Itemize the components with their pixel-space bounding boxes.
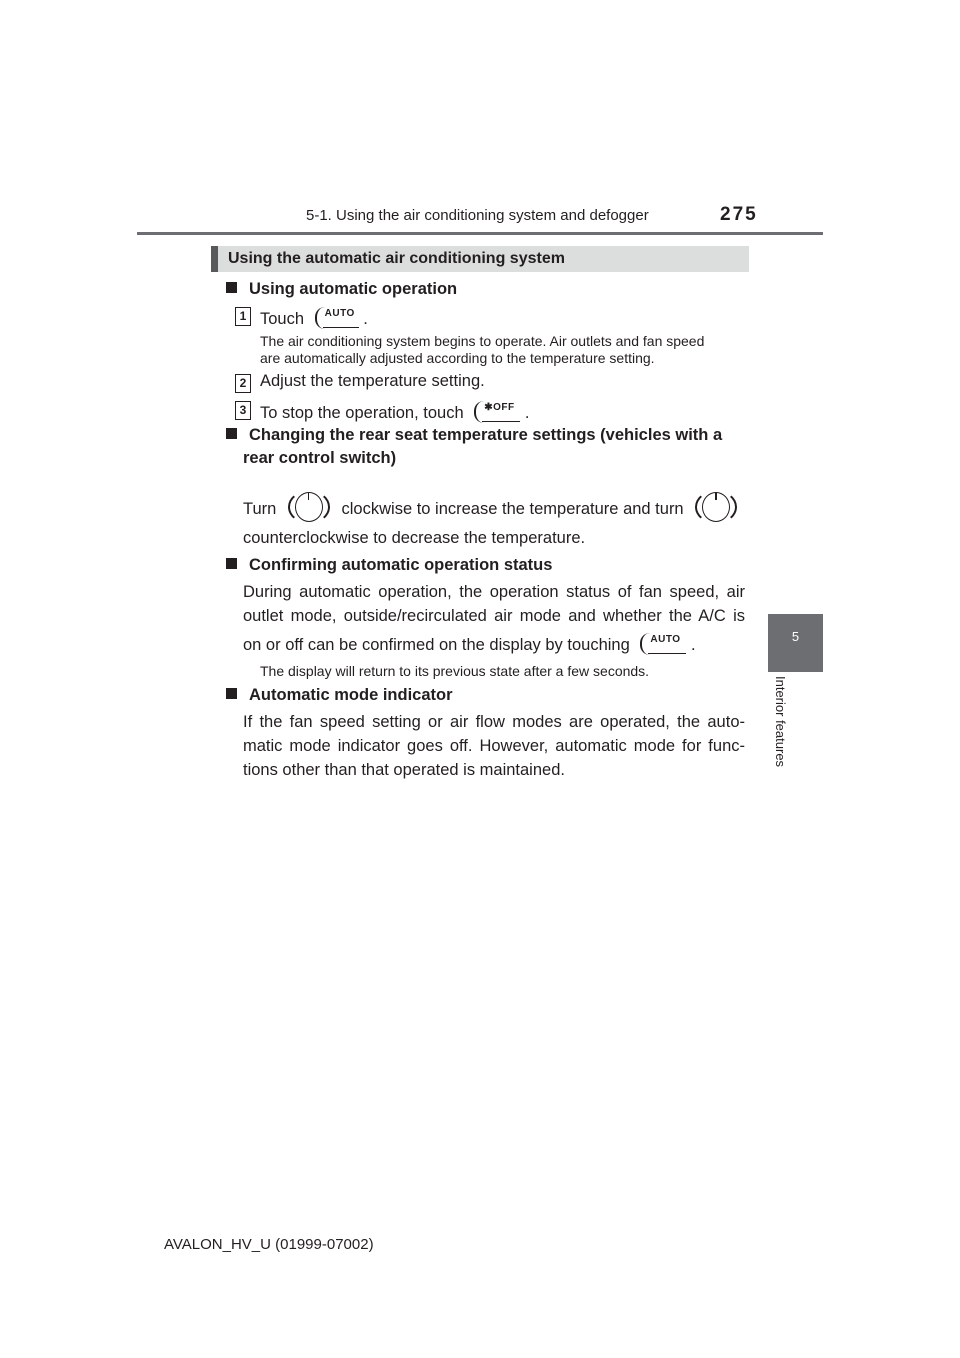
step-1-note-line-2: are automatically adjusted according to the temperature setting. (260, 350, 655, 366)
fan-icon: ✱ (484, 402, 494, 413)
chapter-tab-number: 5 (791, 629, 800, 644)
chapter-tab-label: Interior features (773, 676, 788, 768)
header-divider (137, 232, 823, 235)
section-heading: Using the automatic air conditioning system (228, 250, 565, 267)
confirm-text-line-3: on or off can be confirmed on the display by touching AUTO . (243, 631, 696, 657)
rear-seat-text-line-1: Turn clockwise to increase the temperature and turn (243, 490, 738, 524)
ac-off-button-icon: ✱OFF (474, 399, 520, 425)
step-3-text: To stop the operation, touch ✱OFF . (260, 399, 529, 425)
step-number-2: 2 (235, 374, 251, 393)
subheading-rear-seat-line-2: rear control switch) (243, 449, 397, 467)
temperature-dial-icon (694, 490, 738, 524)
subheading-using-auto: Using automatic operation (226, 280, 457, 299)
rear-seat-text-line-2: counterclockwise to decrease the temperature. (243, 529, 586, 547)
chapter-title: 5-1. Using the air conditioning system and defogger (306, 207, 649, 224)
confirm-paragraph: During automatic operation, the operation status of fan speed, air outlet mode, outside/recirculated air mode and whether the A/C is (243, 583, 745, 625)
step-number-3: 3 (235, 401, 251, 420)
step-number-1: 1 (235, 307, 251, 326)
section-heading-bar (211, 246, 749, 272)
bullet-square-icon (226, 558, 237, 569)
indicator-paragraph: If the fan speed setting or air flow modes are operated, the auto- matic mode indicator goes off. However, automatic mode for func- tions other than that operated is maintained. (243, 713, 745, 779)
bullet-square-icon (226, 688, 237, 699)
subheading-rear-seat: Changing the rear seat temperature settings (vehicles with a (226, 426, 722, 445)
step-2-text: Adjust the temperature setting. (260, 372, 485, 390)
step-1-note-line-1: The air conditioning system begins to operate. Air outlets and fan speed (260, 333, 705, 349)
auto-button-icon: AUTO (315, 305, 359, 331)
subheading-confirm: Confirming automatic operation status (226, 556, 552, 575)
confirm-note: The display will return to its previous state after a few seconds. (260, 663, 650, 679)
temperature-dial-icon (287, 490, 331, 524)
step-1-text: Touch AUTO . (260, 305, 368, 331)
document-code-footer: AVALON_HV_U (01999-07002) (164, 1236, 374, 1253)
bullet-square-icon (226, 428, 237, 439)
page-number: 275 (720, 204, 758, 225)
bullet-square-icon (226, 282, 237, 293)
auto-button-icon: AUTO (640, 631, 686, 657)
chapter-tab (768, 614, 823, 672)
subheading-indicator: Automatic mode indicator (226, 686, 453, 705)
